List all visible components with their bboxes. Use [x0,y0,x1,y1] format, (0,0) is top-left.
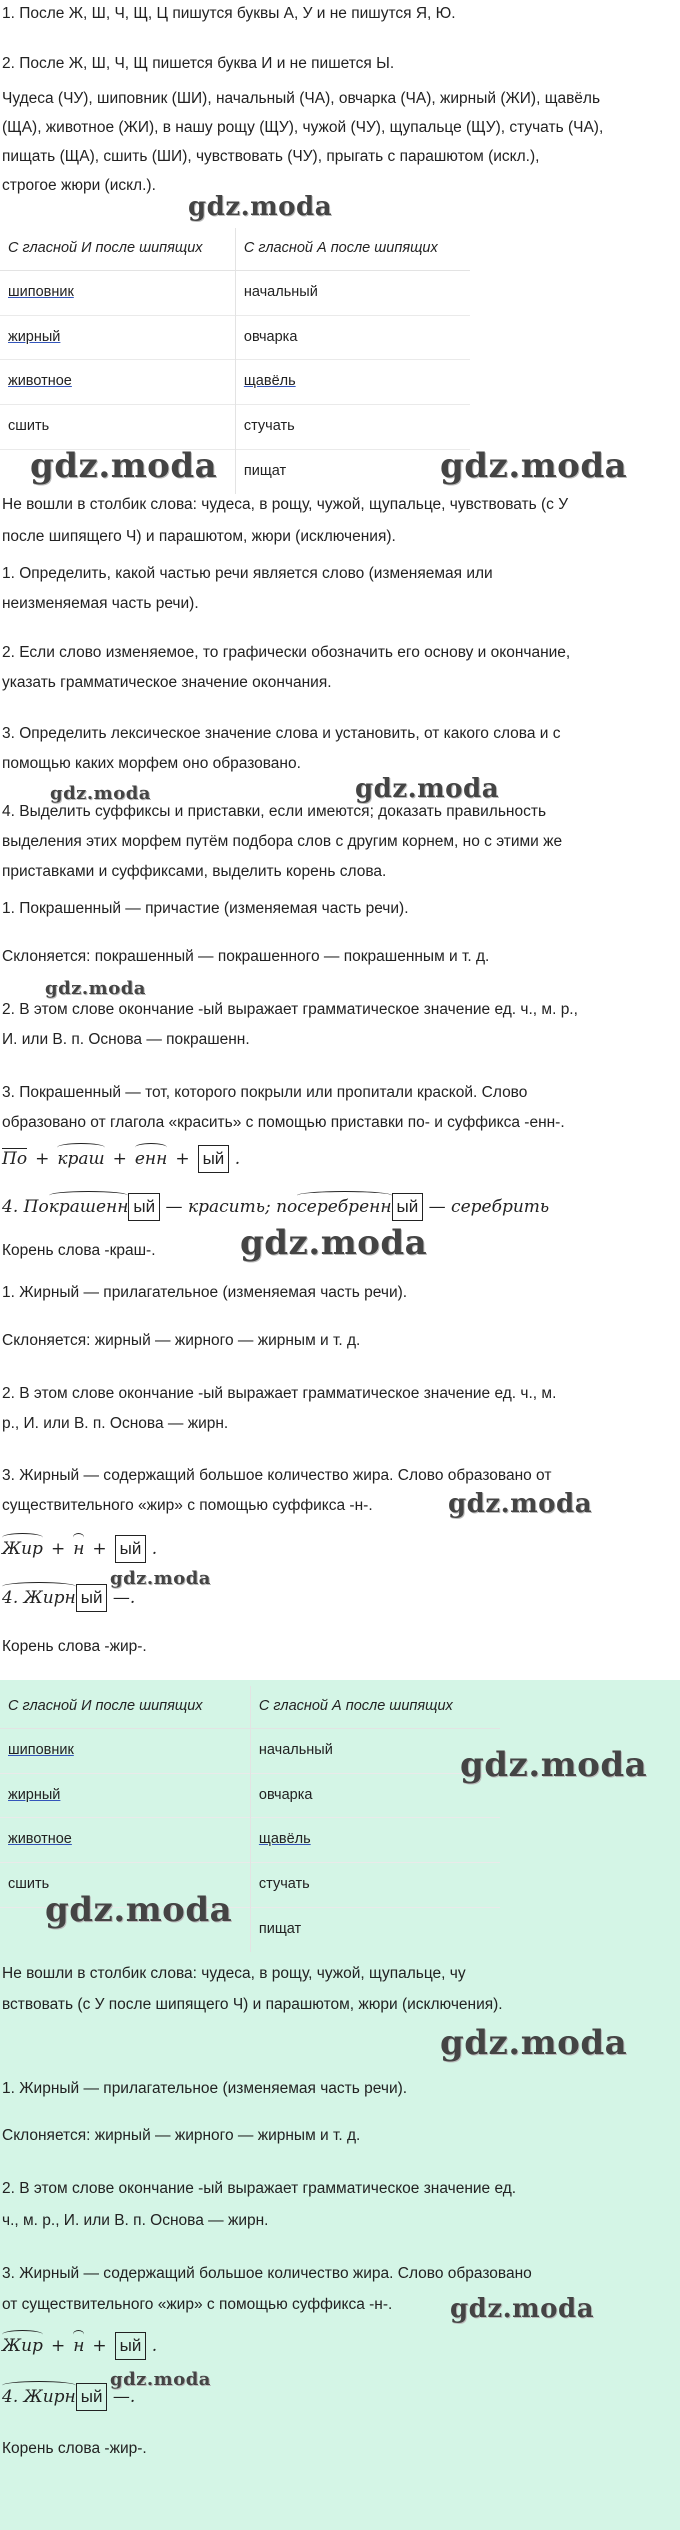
paragraph: 3. Жирный — содержащий большое количество жира. Слово образовано от [2,1467,552,1484]
wordlist-line: пищать (ЩА), сшить (ШИ), чувствовать (ЧУ), прыгать с парашютом (искл.), [2,148,540,165]
formula-word: —. [112,2387,136,2407]
paragraph: 2. В этом слове окончание -ый выражает грамматическое значение ед. [2,2180,517,2197]
stem-mark: 4. Жирн [2,1586,76,1612]
table-cell: животное [0,360,235,405]
watermark: gdz.moda [448,1489,593,1519]
watermark: gdz.moda [30,446,218,486]
table-cell: стучать [235,405,470,450]
paragraph: Корень слова -жир-. [2,1638,147,1655]
plus-sign: + [50,2336,66,2356]
paragraph: 3. Покрашенный — тот, которого покрыли или пропитали краской. Слово [2,1084,528,1101]
stem-mark: крашенн [49,1195,129,1221]
formula-word: 4. По [2,1197,49,1217]
watermark: gdz.moda [45,1890,233,1930]
paragraph: 3. Жирный — содержащий большое количество жира. Слово образовано [2,2265,532,2282]
morpheme-formula [2,1535,157,1563]
stem-mark: 4. Жирн [2,2385,76,2411]
stem-mark: серебренн [297,1195,391,1221]
paragraph: Корень слова -краш-. [2,1242,156,1259]
step-4: приставками и суффиксами, выделить корень слова. [2,863,387,880]
morpheme-formula [2,2332,157,2360]
watermark: gdz.moda [110,2369,211,2390]
watermark: gdz.moda [460,1745,648,1785]
morpheme-formula [2,1145,240,1173]
plus-sign: + [35,1149,50,1169]
step-2: 2. Если слово изменяемое, то графически обозначить его основу и окончание, [2,644,571,661]
wordlist-line: Чудеса (ЧУ), шиповник (ШИ), начальный (ЧА), овчарка (ЧА), жирный (ЖИ), щавёль [2,90,601,107]
suffix-mark: н [73,2334,84,2360]
not-included-line: вствовать (с У после шипящего Ч) и парашютом, жюри (исключения). [2,1996,503,2013]
table-row [0,1818,500,1863]
table-cell: стучать [250,1863,500,1908]
paragraph: от существительного «жир» с помощью суффикса -н-. [2,2296,393,2313]
column-header: С гласной И после шипящих [0,228,235,270]
table-cell: овчарка [250,1773,500,1818]
root-mark: краш [57,1147,104,1173]
table-cell: начальный [235,270,470,315]
not-included-line: после шипящего Ч) и парашютом, жюри (исключения). [2,528,396,545]
table-cell: шиповник [0,270,235,315]
table-cell: животное [0,1818,250,1863]
formula-word: —. [112,1588,136,1608]
not-included-line: Не вошли в столбик слова: чудеса, в рощу, чужой, щупальце, чувствовать (с У [2,496,569,513]
paragraph: существительного «жир» с помощью суффикса -н-. [2,1497,373,1514]
paragraph: Склоняется: жирный — жирного — жирным и т. д. [2,2127,361,2144]
watermark: gdz.moda [188,192,333,222]
watermark: gdz.moda [50,783,151,804]
not-included-line: Не вошли в столбик слова: чудеса, в рощу, чужой, щупальце, чу [2,1965,466,1982]
paragraph: 1. Покрашенный — причастие (изменяемая часть речи). [2,900,409,917]
watermark: gdz.moda [45,978,146,999]
ending-box: ый [76,2383,108,2411]
ending-box: ый [392,1193,424,1221]
table-cell: пищат [250,1907,500,1951]
table-header-row [0,228,470,270]
ending-box: ый [198,1145,230,1173]
step-1: 1. Определить, какой частью речи является слово (изменяемая или [2,565,493,582]
paragraph: 2. В этом слове окончание -ый выражает грамматическое значение ед. ч., м. [2,1385,557,1402]
paragraph: образовано от глагола «красить» с помощью приставки по- и суффикса -енн-. [2,1114,565,1131]
paragraph: р., И. или В. п. Основа — жирн. [2,1415,229,1432]
table-cell: сшить [0,405,235,450]
column-header: С гласной А после шипящих [235,228,470,270]
table-cell: сшить [0,1863,250,1908]
rule-1: 1. После Ж, Ш, Ч, Щ, Ц пишутся буквы А, У и не пишутся Я, Ю. [2,5,456,22]
paragraph: Корень слова -жир-. [2,2440,147,2457]
prefix-mark: По [2,1149,28,1169]
paragraph: И. или В. п. Основа — покрашенн. [2,1031,250,1048]
root-mark: Жир [2,2334,43,2360]
table-cell: пищат [235,449,470,493]
watermark: gdz.moda [440,446,628,486]
plus-sign: + [50,1539,66,1559]
formula-word: — красить; по [165,1197,298,1217]
watermark: gdz.moda [240,1223,428,1263]
formula-dot: . [151,1539,158,1559]
formula-dot: . [234,1149,241,1169]
rule-2: 2. После Ж, Ш, Ч, Щ пишется буква И и не пишется Ы. [2,55,395,72]
watermark: gdz.moda [440,2023,628,2063]
table-row [0,1728,500,1773]
paragraph: ч., м. р., И. или В. п. Основа — жирн. [2,2212,269,2229]
table-cell: щавёль [235,360,470,405]
root-mark: Жир [2,1537,43,1563]
table-cell: жирный [0,1773,250,1818]
paragraph: 1. Жирный — прилагательное (изменяемая часть речи). [2,2080,408,2097]
table-row [0,315,470,360]
ending-box: ый [115,2332,147,2360]
table-row [0,270,470,315]
ending-box: ый [76,1584,108,1612]
ending-box: ый [128,1193,160,1221]
watermark: gdz.moda [450,2294,595,2324]
table-header-row [0,1686,500,1728]
watermark: gdz.moda [110,1568,211,1589]
step-4: выделения этих морфем путём подбора слов с другим корнем, но с этими же [2,833,563,850]
wordlist-line: (ЩА), животное (ЖИ), в нашу рощу (ЩУ), чужой (ЧУ), щупальце (ЩУ), стучать (ЧА), [2,119,604,136]
plus-sign: + [112,1149,127,1169]
plus-sign: + [92,1539,107,1559]
table-cell: начальный [250,1728,500,1773]
column-header: С гласной И после шипящих [0,1686,250,1728]
paragraph: 2. В этом слове окончание -ый выражает грамматическое значение ед. ч., м. р., [2,1001,578,1018]
formula-dot: . [151,2336,158,2356]
step-3: помощью каких морфем оно образовано. [2,755,301,772]
ending-box: ый [115,1535,147,1563]
suffix-mark: н [73,1537,84,1563]
step-4: 4. Выделить суффиксы и приставки, если имеются; доказать правильность [2,803,547,820]
paragraph: Склоняется: покрашенный — покрашенного — покрашенным и т. д. [2,948,490,965]
table-cell: шиповник [0,1728,250,1773]
morpheme-formula [2,1193,549,1221]
table-row [0,360,470,405]
step-3: 3. Определить лексическое значение слова и установить, от какого слова и с [2,725,561,742]
paragraph: 1. Жирный — прилагательное (изменяемая часть речи). [2,1284,408,1301]
table-cell: овчарка [235,315,470,360]
wordlist-line: строгое жюри (искл.). [2,177,156,194]
table-cell: жирный [0,315,235,360]
table-cell: щавёль [250,1818,500,1863]
table-row [0,1773,500,1818]
step-1: неизменяемая часть речи). [2,595,199,612]
paragraph: Склоняется: жирный — жирного — жирным и т. д. [2,1332,361,1349]
step-2: указать грамматическое значение окончания. [2,674,332,691]
plus-sign: + [92,2336,107,2356]
column-header: С гласной А после шипящих [250,1686,500,1728]
formula-word: — серебрить [428,1197,550,1217]
suffix-mark: енн [135,1147,167,1173]
watermark: gdz.moda [355,774,500,804]
plus-sign: + [175,1149,190,1169]
